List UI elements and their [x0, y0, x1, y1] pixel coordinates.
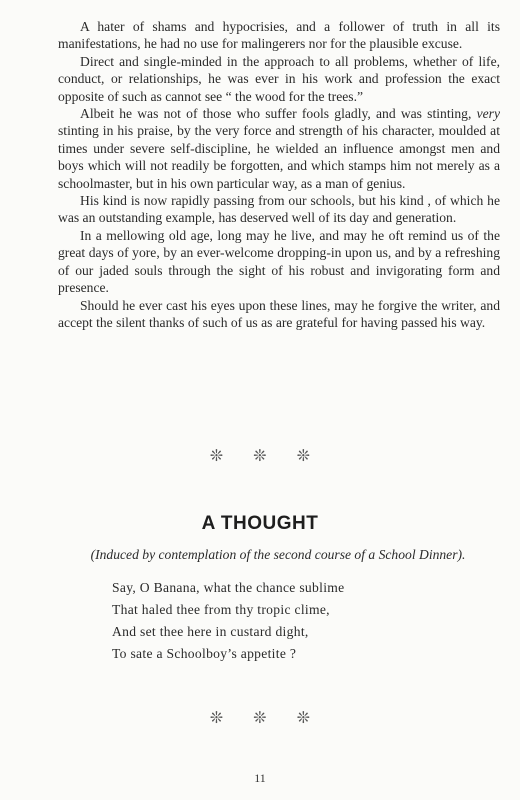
paragraph-6: Should he ever cast his eyes upon these lines, may he forgive the writer, and accept the silent thanks of such of us as are grateful for having passed his way. [58, 297, 500, 330]
paragraph-4: His kind is now rapidly passing from our schools, but his kind , of which he was an outstanding example, has deserved well of its day and generation. [58, 193, 500, 226]
emphasis-very: very [476, 106, 500, 122]
poem-verse [112, 577, 452, 665]
paragraph-2: Direct and single-minded in the approach to all problems, whether of life, conduct, or relationships, he was ever in his work and profession the exact opposite of such as cannot see “ the wood for the trees.” [58, 53, 500, 104]
tribute-prose [58, 18, 500, 331]
poem-line: And set thee here in custard dight, [112, 624, 309, 639]
poem-subtitle: (Induced by contemplation of the second course of a School Dinner). [90, 547, 466, 562]
ornament-icon: ❊ [209, 708, 224, 727]
ornament-icon: ❊ [253, 446, 267, 465]
ornament-icon: ❊ [209, 446, 224, 465]
paragraph-3-end: stinting in his praise, by the very force and strength of his character, moulded at times under severe self-discipline, he wielded an influence amongst men and boys which will not readily be forgotten, and which stamps him not merely as a schoolmaster, but in his own particular way, as a man of genius. [58, 123, 500, 191]
ornament-divider-bottom [0, 708, 520, 727]
paragraph-1: A hater of shams and hypocrisies, and a follower of truth in all its manifestations, he had no use for malingerers nor for the plausible excuse. [58, 19, 500, 52]
paragraph-3-start: Albeit he was not of those who suffer fools gladly, and was stinting, [80, 106, 472, 122]
poem-line: Say, O Banana, what the chance sublime [112, 580, 345, 595]
ornament-icon: ❊ [296, 446, 311, 465]
ornament-icon: ❊ [253, 708, 267, 727]
poem-line: To sate a Schoolboy’s appetite ? [112, 646, 297, 661]
poem-line: That haled thee from thy tropic clime, [112, 602, 330, 617]
poem-title: A THOUGHT [201, 513, 319, 534]
paragraph-3 [58, 105, 500, 192]
page-number: 11 [254, 771, 266, 785]
paragraph-5: In a mellowing old age, long may he live, and may he oft remind us of the great days of yore, by an ever-welcome dropping-in upon us, and by a refreshing of our jaded souls through the sight of his robust and invigorating form and presence. [58, 227, 500, 296]
ornament-icon: ❊ [296, 708, 311, 727]
ornament-divider-top [0, 446, 520, 465]
